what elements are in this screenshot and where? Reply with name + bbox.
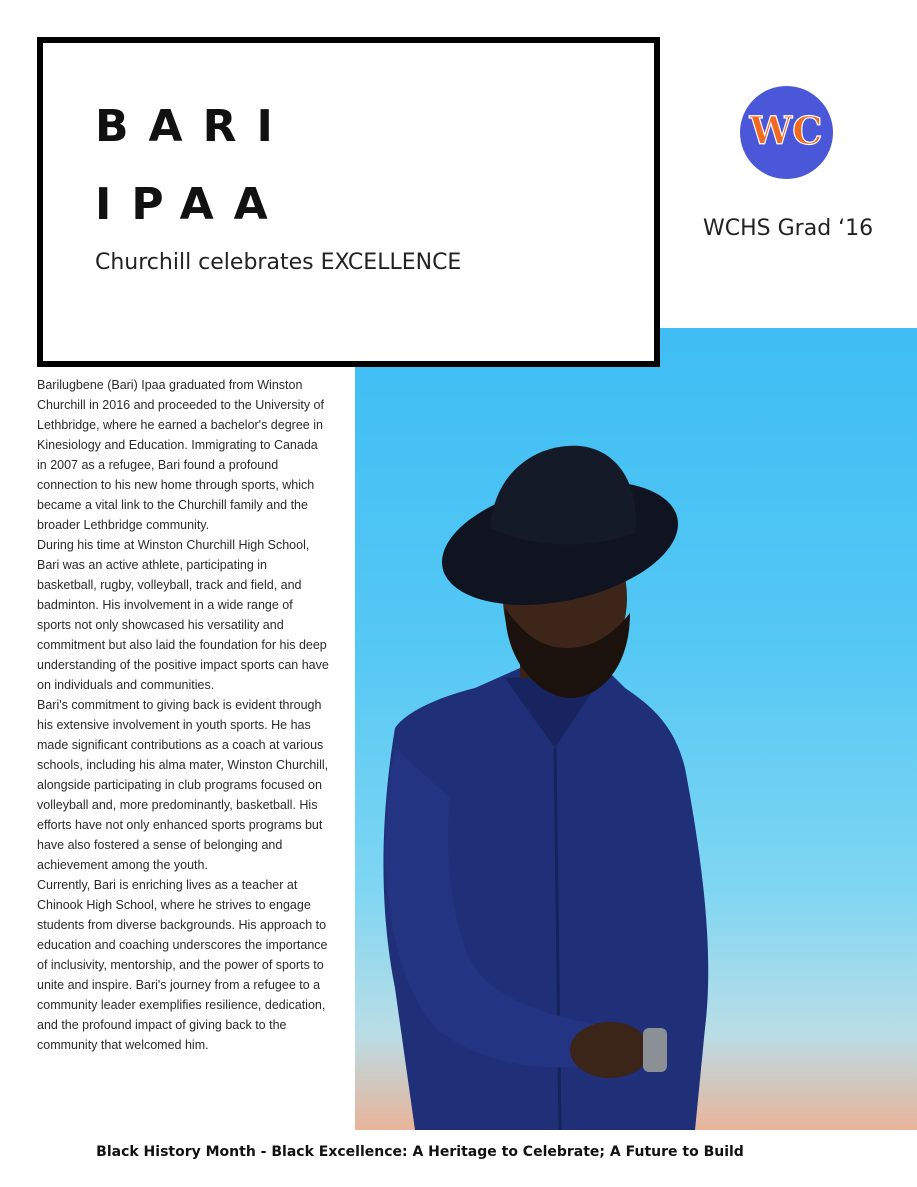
bio-paragraph-4: Currently, Bari is enriching lives as a teacher at Chinook High School, where he strives to engage students from diverse backgrounds. His approach to education and coaching underscores the importance of inclusivity, mentorship, and the power of sports to unite and inspire. Bari's journey from a refugee to a community leader exemplifies resilience, dedication, and the profound impact of giving back to the community that welcomed him. [37, 878, 328, 1052]
logo-text: WC [749, 108, 823, 153]
portrait-photo [355, 328, 917, 1130]
wc-logo-icon [740, 86, 833, 179]
title-box [37, 37, 660, 367]
first-name: BARI [95, 101, 293, 152]
portrait-figure [355, 328, 917, 1130]
biography [37, 375, 329, 1055]
grad-year: WCHS Grad ‘16 [703, 216, 874, 241]
bio-paragraph-1: Barilugbene (Bari) Ipaa graduated from Winston Churchill in 2016 and proceeded to the University of Lethbridge, where he earned a bachelor's degree in Kinesiology and Education. Immigrating to Canada in 2007 as a refugee, Bari found a profound connection to his new home through sports, which became a vital link to the Churchill family and the broader Lethbridge community. [37, 378, 324, 532]
last-name: IPAA [95, 179, 288, 230]
footer-banner: Black History Month - Black Excellence: A Heritage to Celebrate; A Future to Build [96, 1144, 744, 1160]
school-logo [740, 86, 833, 179]
bio-paragraph-2: During his time at Winston Churchill High School, Bari was an active athlete, participating in basketball, rugby, volleyball, track and field, and badminton. His involvement in a wide range of sports not only showcased his versatility and commitment but also laid the foundation for his deep understanding of the positive impact sports can have on individuals and communities. [37, 538, 329, 692]
tagline: Churchill celebrates EXCELLENCE [95, 250, 462, 275]
bio-paragraph-3: Bari's commitment to giving back is evident through his extensive involvement in youth sports. He has made significant contributions as a coach at various schools, including his alma mater, Winston Churchill, alongside participating in club programs focused on volleyball and, more predominantly, basketball. His efforts have not only enhanced sports programs but have also fostered a sense of belonging and achievement among the youth. [37, 698, 329, 872]
